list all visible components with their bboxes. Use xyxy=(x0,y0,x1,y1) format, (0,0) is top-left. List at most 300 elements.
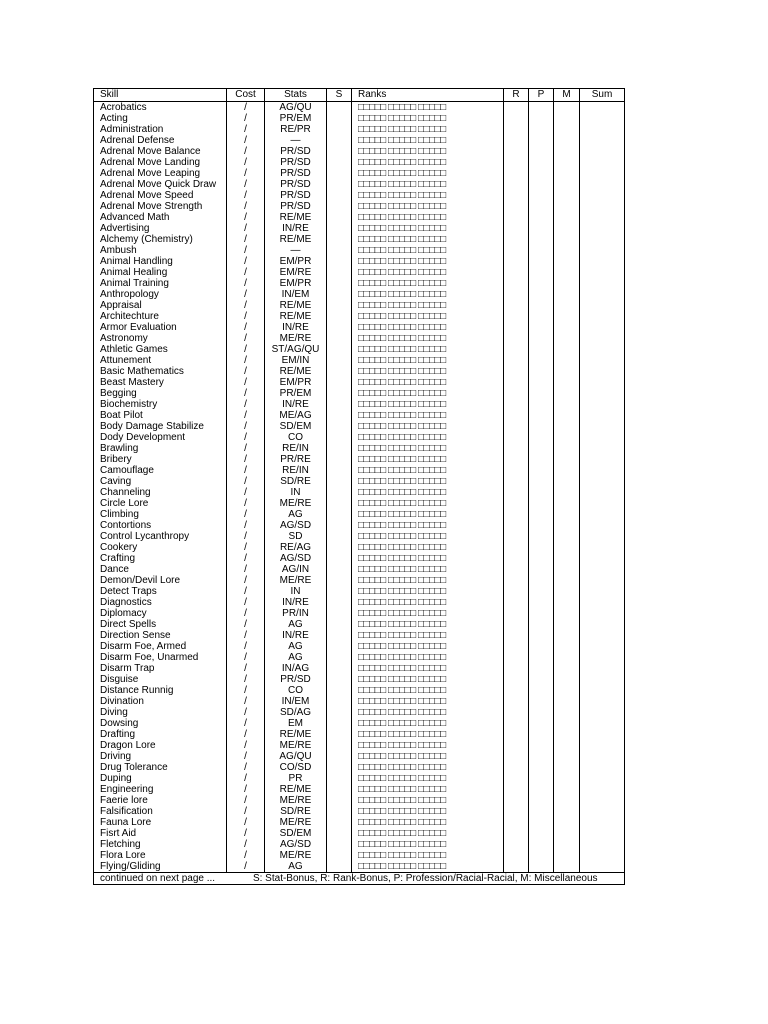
rank-bonus-cell[interactable] xyxy=(504,718,529,729)
rank-boxes[interactable]: □□□□□ □□□□□ □□□□□ xyxy=(352,784,504,795)
sum-cell[interactable] xyxy=(580,861,625,873)
rank-bonus-cell[interactable] xyxy=(504,806,529,817)
misc-bonus-cell[interactable] xyxy=(554,377,580,388)
profession-bonus-cell[interactable] xyxy=(529,355,554,366)
profession-bonus-cell[interactable] xyxy=(529,300,554,311)
stat-bonus-cell[interactable] xyxy=(327,619,352,630)
misc-bonus-cell[interactable] xyxy=(554,553,580,564)
stat-bonus-cell[interactable] xyxy=(327,234,352,245)
profession-bonus-cell[interactable] xyxy=(529,179,554,190)
misc-bonus-cell[interactable] xyxy=(554,168,580,179)
rank-bonus-cell[interactable] xyxy=(504,245,529,256)
rank-boxes[interactable]: □□□□□ □□□□□ □□□□□ xyxy=(352,773,504,784)
rank-boxes[interactable]: □□□□□ □□□□□ □□□□□ xyxy=(352,289,504,300)
sum-cell[interactable] xyxy=(580,135,625,146)
sum-cell[interactable] xyxy=(580,124,625,135)
rank-boxes[interactable]: □□□□□ □□□□□ □□□□□ xyxy=(352,531,504,542)
misc-bonus-cell[interactable] xyxy=(554,784,580,795)
skill-cost[interactable]: / xyxy=(227,113,265,124)
skill-cost[interactable]: / xyxy=(227,839,265,850)
sum-cell[interactable] xyxy=(580,762,625,773)
rank-boxes[interactable]: □□□□□ □□□□□ □□□□□ xyxy=(352,355,504,366)
stat-bonus-cell[interactable] xyxy=(327,498,352,509)
rank-bonus-cell[interactable] xyxy=(504,465,529,476)
rank-bonus-cell[interactable] xyxy=(504,256,529,267)
profession-bonus-cell[interactable] xyxy=(529,850,554,861)
sum-cell[interactable] xyxy=(580,520,625,531)
rank-boxes[interactable]: □□□□□ □□□□□ □□□□□ xyxy=(352,707,504,718)
stat-bonus-cell[interactable] xyxy=(327,465,352,476)
stat-bonus-cell[interactable] xyxy=(327,322,352,333)
misc-bonus-cell[interactable] xyxy=(554,355,580,366)
rank-boxes[interactable]: □□□□□ □□□□□ □□□□□ xyxy=(352,850,504,861)
sum-cell[interactable] xyxy=(580,223,625,234)
skill-cost[interactable]: / xyxy=(227,707,265,718)
rank-boxes[interactable]: □□□□□ □□□□□ □□□□□ xyxy=(352,399,504,410)
rank-bonus-cell[interactable] xyxy=(504,674,529,685)
rank-boxes[interactable]: □□□□□ □□□□□ □□□□□ xyxy=(352,311,504,322)
profession-bonus-cell[interactable] xyxy=(529,509,554,520)
rank-bonus-cell[interactable] xyxy=(504,784,529,795)
skill-cost[interactable]: / xyxy=(227,586,265,597)
rank-boxes[interactable]: □□□□□ □□□□□ □□□□□ xyxy=(352,817,504,828)
rank-boxes[interactable]: □□□□□ □□□□□ □□□□□ xyxy=(352,124,504,135)
rank-boxes[interactable]: □□□□□ □□□□□ □□□□□ xyxy=(352,102,504,114)
profession-bonus-cell[interactable] xyxy=(529,289,554,300)
stat-bonus-cell[interactable] xyxy=(327,839,352,850)
sum-cell[interactable] xyxy=(580,850,625,861)
rank-bonus-cell[interactable] xyxy=(504,168,529,179)
rank-boxes[interactable]: □□□□□ □□□□□ □□□□□ xyxy=(352,718,504,729)
profession-bonus-cell[interactable] xyxy=(529,553,554,564)
skill-cost[interactable]: / xyxy=(227,498,265,509)
misc-bonus-cell[interactable] xyxy=(554,806,580,817)
profession-bonus-cell[interactable] xyxy=(529,113,554,124)
misc-bonus-cell[interactable] xyxy=(554,762,580,773)
profession-bonus-cell[interactable] xyxy=(529,234,554,245)
profession-bonus-cell[interactable] xyxy=(529,773,554,784)
profession-bonus-cell[interactable] xyxy=(529,663,554,674)
skill-cost[interactable]: / xyxy=(227,157,265,168)
sum-cell[interactable] xyxy=(580,575,625,586)
rank-boxes[interactable]: □□□□□ □□□□□ □□□□□ xyxy=(352,234,504,245)
misc-bonus-cell[interactable] xyxy=(554,344,580,355)
misc-bonus-cell[interactable] xyxy=(554,212,580,223)
profession-bonus-cell[interactable] xyxy=(529,432,554,443)
sum-cell[interactable] xyxy=(580,113,625,124)
rank-bonus-cell[interactable] xyxy=(504,553,529,564)
profession-bonus-cell[interactable] xyxy=(529,762,554,773)
stat-bonus-cell[interactable] xyxy=(327,476,352,487)
rank-bonus-cell[interactable] xyxy=(504,850,529,861)
sum-cell[interactable] xyxy=(580,377,625,388)
stat-bonus-cell[interactable] xyxy=(327,553,352,564)
rank-boxes[interactable]: □□□□□ □□□□□ □□□□□ xyxy=(352,828,504,839)
misc-bonus-cell[interactable] xyxy=(554,685,580,696)
misc-bonus-cell[interactable] xyxy=(554,520,580,531)
misc-bonus-cell[interactable] xyxy=(554,817,580,828)
profession-bonus-cell[interactable] xyxy=(529,619,554,630)
profession-bonus-cell[interactable] xyxy=(529,278,554,289)
rank-bonus-cell[interactable] xyxy=(504,179,529,190)
sum-cell[interactable] xyxy=(580,421,625,432)
skill-cost[interactable]: / xyxy=(227,443,265,454)
profession-bonus-cell[interactable] xyxy=(529,828,554,839)
misc-bonus-cell[interactable] xyxy=(554,850,580,861)
sum-cell[interactable] xyxy=(580,146,625,157)
profession-bonus-cell[interactable] xyxy=(529,718,554,729)
misc-bonus-cell[interactable] xyxy=(554,113,580,124)
skill-cost[interactable]: / xyxy=(227,168,265,179)
rank-boxes[interactable]: □□□□□ □□□□□ □□□□□ xyxy=(352,190,504,201)
misc-bonus-cell[interactable] xyxy=(554,300,580,311)
sum-cell[interactable] xyxy=(580,806,625,817)
stat-bonus-cell[interactable] xyxy=(327,740,352,751)
skill-cost[interactable]: / xyxy=(227,410,265,421)
rank-boxes[interactable]: □□□□□ □□□□□ □□□□□ xyxy=(352,696,504,707)
rank-bonus-cell[interactable] xyxy=(504,564,529,575)
profession-bonus-cell[interactable] xyxy=(529,212,554,223)
rank-boxes[interactable]: □□□□□ □□□□□ □□□□□ xyxy=(352,388,504,399)
stat-bonus-cell[interactable] xyxy=(327,861,352,873)
profession-bonus-cell[interactable] xyxy=(529,245,554,256)
misc-bonus-cell[interactable] xyxy=(554,729,580,740)
stat-bonus-cell[interactable] xyxy=(327,685,352,696)
rank-bonus-cell[interactable] xyxy=(504,707,529,718)
stat-bonus-cell[interactable] xyxy=(327,487,352,498)
misc-bonus-cell[interactable] xyxy=(554,575,580,586)
rank-bonus-cell[interactable] xyxy=(504,190,529,201)
rank-boxes[interactable]: □□□□□ □□□□□ □□□□□ xyxy=(352,498,504,509)
rank-boxes[interactable]: □□□□□ □□□□□ □□□□□ xyxy=(352,729,504,740)
rank-bonus-cell[interactable] xyxy=(504,498,529,509)
misc-bonus-cell[interactable] xyxy=(554,773,580,784)
stat-bonus-cell[interactable] xyxy=(327,509,352,520)
profession-bonus-cell[interactable] xyxy=(529,608,554,619)
profession-bonus-cell[interactable] xyxy=(529,102,554,114)
profession-bonus-cell[interactable] xyxy=(529,685,554,696)
profession-bonus-cell[interactable] xyxy=(529,124,554,135)
profession-bonus-cell[interactable] xyxy=(529,564,554,575)
rank-boxes[interactable]: □□□□□ □□□□□ □□□□□ xyxy=(352,432,504,443)
rank-bonus-cell[interactable] xyxy=(504,432,529,443)
rank-bonus-cell[interactable] xyxy=(504,641,529,652)
misc-bonus-cell[interactable] xyxy=(554,443,580,454)
skill-cost[interactable]: / xyxy=(227,399,265,410)
sum-cell[interactable] xyxy=(580,707,625,718)
skill-cost[interactable]: / xyxy=(227,366,265,377)
rank-bonus-cell[interactable] xyxy=(504,762,529,773)
skill-cost[interactable]: / xyxy=(227,652,265,663)
profession-bonus-cell[interactable] xyxy=(529,641,554,652)
stat-bonus-cell[interactable] xyxy=(327,531,352,542)
rank-bonus-cell[interactable] xyxy=(504,344,529,355)
rank-bonus-cell[interactable] xyxy=(504,509,529,520)
sum-cell[interactable] xyxy=(580,476,625,487)
rank-boxes[interactable]: □□□□□ □□□□□ □□□□□ xyxy=(352,267,504,278)
rank-boxes[interactable]: □□□□□ □□□□□ □□□□□ xyxy=(352,465,504,476)
skill-cost[interactable]: / xyxy=(227,476,265,487)
misc-bonus-cell[interactable] xyxy=(554,839,580,850)
rank-boxes[interactable]: □□□□□ □□□□□ □□□□□ xyxy=(352,245,504,256)
skill-cost[interactable]: / xyxy=(227,740,265,751)
sum-cell[interactable] xyxy=(580,608,625,619)
profession-bonus-cell[interactable] xyxy=(529,377,554,388)
profession-bonus-cell[interactable] xyxy=(529,696,554,707)
stat-bonus-cell[interactable] xyxy=(327,718,352,729)
profession-bonus-cell[interactable] xyxy=(529,256,554,267)
sum-cell[interactable] xyxy=(580,795,625,806)
skill-cost[interactable]: / xyxy=(227,256,265,267)
stat-bonus-cell[interactable] xyxy=(327,729,352,740)
profession-bonus-cell[interactable] xyxy=(529,443,554,454)
sum-cell[interactable] xyxy=(580,729,625,740)
misc-bonus-cell[interactable] xyxy=(554,564,580,575)
stat-bonus-cell[interactable] xyxy=(327,212,352,223)
sum-cell[interactable] xyxy=(580,652,625,663)
profession-bonus-cell[interactable] xyxy=(529,806,554,817)
skill-cost[interactable]: / xyxy=(227,190,265,201)
skill-cost[interactable]: / xyxy=(227,718,265,729)
misc-bonus-cell[interactable] xyxy=(554,641,580,652)
rank-boxes[interactable]: □□□□□ □□□□□ □□□□□ xyxy=(352,443,504,454)
sum-cell[interactable] xyxy=(580,256,625,267)
stat-bonus-cell[interactable] xyxy=(327,795,352,806)
stat-bonus-cell[interactable] xyxy=(327,311,352,322)
skill-cost[interactable]: / xyxy=(227,487,265,498)
skill-cost[interactable]: / xyxy=(227,817,265,828)
sum-cell[interactable] xyxy=(580,102,625,114)
profession-bonus-cell[interactable] xyxy=(529,498,554,509)
misc-bonus-cell[interactable] xyxy=(554,652,580,663)
rank-boxes[interactable]: □□□□□ □□□□□ □□□□□ xyxy=(352,300,504,311)
rank-bonus-cell[interactable] xyxy=(504,729,529,740)
stat-bonus-cell[interactable] xyxy=(327,586,352,597)
profession-bonus-cell[interactable] xyxy=(529,267,554,278)
rank-bonus-cell[interactable] xyxy=(504,410,529,421)
skill-cost[interactable]: / xyxy=(227,641,265,652)
stat-bonus-cell[interactable] xyxy=(327,817,352,828)
sum-cell[interactable] xyxy=(580,586,625,597)
rank-boxes[interactable]: □□□□□ □□□□□ □□□□□ xyxy=(352,168,504,179)
misc-bonus-cell[interactable] xyxy=(554,707,580,718)
rank-bonus-cell[interactable] xyxy=(504,795,529,806)
stat-bonus-cell[interactable] xyxy=(327,168,352,179)
stat-bonus-cell[interactable] xyxy=(327,267,352,278)
stat-bonus-cell[interactable] xyxy=(327,762,352,773)
sum-cell[interactable] xyxy=(580,685,625,696)
skill-cost[interactable]: / xyxy=(227,311,265,322)
rank-bonus-cell[interactable] xyxy=(504,630,529,641)
sum-cell[interactable] xyxy=(580,718,625,729)
skill-cost[interactable]: / xyxy=(227,102,265,114)
rank-boxes[interactable]: □□□□□ □□□□□ □□□□□ xyxy=(352,212,504,223)
profession-bonus-cell[interactable] xyxy=(529,597,554,608)
sum-cell[interactable] xyxy=(580,828,625,839)
skill-cost[interactable]: / xyxy=(227,520,265,531)
misc-bonus-cell[interactable] xyxy=(554,828,580,839)
sum-cell[interactable] xyxy=(580,366,625,377)
sum-cell[interactable] xyxy=(580,289,625,300)
misc-bonus-cell[interactable] xyxy=(554,465,580,476)
profession-bonus-cell[interactable] xyxy=(529,168,554,179)
skill-cost[interactable]: / xyxy=(227,597,265,608)
rank-bonus-cell[interactable] xyxy=(504,289,529,300)
skill-cost[interactable]: / xyxy=(227,300,265,311)
skill-cost[interactable]: / xyxy=(227,564,265,575)
skill-cost[interactable]: / xyxy=(227,674,265,685)
profession-bonus-cell[interactable] xyxy=(529,817,554,828)
misc-bonus-cell[interactable] xyxy=(554,586,580,597)
misc-bonus-cell[interactable] xyxy=(554,531,580,542)
rank-bonus-cell[interactable] xyxy=(504,839,529,850)
sum-cell[interactable] xyxy=(580,641,625,652)
skill-cost[interactable]: / xyxy=(227,784,265,795)
sum-cell[interactable] xyxy=(580,212,625,223)
sum-cell[interactable] xyxy=(580,542,625,553)
sum-cell[interactable] xyxy=(580,399,625,410)
misc-bonus-cell[interactable] xyxy=(554,289,580,300)
skill-cost[interactable]: / xyxy=(227,179,265,190)
rank-bonus-cell[interactable] xyxy=(504,223,529,234)
rank-boxes[interactable]: □□□□□ □□□□□ □□□□□ xyxy=(352,201,504,212)
skill-cost[interactable]: / xyxy=(227,245,265,256)
profession-bonus-cell[interactable] xyxy=(529,146,554,157)
profession-bonus-cell[interactable] xyxy=(529,740,554,751)
rank-bonus-cell[interactable] xyxy=(504,212,529,223)
rank-bonus-cell[interactable] xyxy=(504,663,529,674)
rank-boxes[interactable]: □□□□□ □□□□□ □□□□□ xyxy=(352,795,504,806)
sum-cell[interactable] xyxy=(580,234,625,245)
skill-cost[interactable]: / xyxy=(227,696,265,707)
profession-bonus-cell[interactable] xyxy=(529,465,554,476)
profession-bonus-cell[interactable] xyxy=(529,322,554,333)
skill-cost[interactable]: / xyxy=(227,575,265,586)
misc-bonus-cell[interactable] xyxy=(554,388,580,399)
rank-boxes[interactable]: □□□□□ □□□□□ □□□□□ xyxy=(352,542,504,553)
rank-boxes[interactable]: □□□□□ □□□□□ □□□□□ xyxy=(352,421,504,432)
sum-cell[interactable] xyxy=(580,443,625,454)
rank-boxes[interactable]: □□□□□ □□□□□ □□□□□ xyxy=(352,597,504,608)
rank-bonus-cell[interactable] xyxy=(504,366,529,377)
skill-cost[interactable]: / xyxy=(227,333,265,344)
stat-bonus-cell[interactable] xyxy=(327,828,352,839)
rank-bonus-cell[interactable] xyxy=(504,267,529,278)
skill-cost[interactable]: / xyxy=(227,377,265,388)
sum-cell[interactable] xyxy=(580,751,625,762)
rank-bonus-cell[interactable] xyxy=(504,355,529,366)
sum-cell[interactable] xyxy=(580,531,625,542)
rank-boxes[interactable]: □□□□□ □□□□□ □□□□□ xyxy=(352,410,504,421)
sum-cell[interactable] xyxy=(580,432,625,443)
profession-bonus-cell[interactable] xyxy=(529,707,554,718)
profession-bonus-cell[interactable] xyxy=(529,311,554,322)
skill-cost[interactable]: / xyxy=(227,806,265,817)
rank-bonus-cell[interactable] xyxy=(504,861,529,873)
rank-bonus-cell[interactable] xyxy=(504,817,529,828)
rank-boxes[interactable]: □□□□□ □□□□□ □□□□□ xyxy=(352,564,504,575)
rank-bonus-cell[interactable] xyxy=(504,135,529,146)
misc-bonus-cell[interactable] xyxy=(554,597,580,608)
stat-bonus-cell[interactable] xyxy=(327,256,352,267)
rank-boxes[interactable]: □□□□□ □□□□□ □□□□□ xyxy=(352,861,504,873)
skill-cost[interactable]: / xyxy=(227,751,265,762)
rank-boxes[interactable]: □□□□□ □□□□□ □□□□□ xyxy=(352,135,504,146)
sum-cell[interactable] xyxy=(580,410,625,421)
rank-boxes[interactable]: □□□□□ □□□□□ □□□□□ xyxy=(352,333,504,344)
profession-bonus-cell[interactable] xyxy=(529,201,554,212)
sum-cell[interactable] xyxy=(580,311,625,322)
skill-cost[interactable]: / xyxy=(227,355,265,366)
rank-bonus-cell[interactable] xyxy=(504,652,529,663)
stat-bonus-cell[interactable] xyxy=(327,597,352,608)
profession-bonus-cell[interactable] xyxy=(529,410,554,421)
misc-bonus-cell[interactable] xyxy=(554,135,580,146)
rank-boxes[interactable]: □□□□□ □□□□□ □□□□□ xyxy=(352,751,504,762)
skill-cost[interactable]: / xyxy=(227,201,265,212)
rank-bonus-cell[interactable] xyxy=(504,542,529,553)
stat-bonus-cell[interactable] xyxy=(327,850,352,861)
sum-cell[interactable] xyxy=(580,839,625,850)
rank-bonus-cell[interactable] xyxy=(504,311,529,322)
rank-boxes[interactable]: □□□□□ □□□□□ □□□□□ xyxy=(352,157,504,168)
misc-bonus-cell[interactable] xyxy=(554,861,580,873)
rank-bonus-cell[interactable] xyxy=(504,157,529,168)
rank-bonus-cell[interactable] xyxy=(504,608,529,619)
skill-cost[interactable]: / xyxy=(227,465,265,476)
misc-bonus-cell[interactable] xyxy=(554,432,580,443)
misc-bonus-cell[interactable] xyxy=(554,608,580,619)
rank-boxes[interactable]: □□□□□ □□□□□ □□□□□ xyxy=(352,179,504,190)
stat-bonus-cell[interactable] xyxy=(327,652,352,663)
rank-boxes[interactable]: □□□□□ □□□□□ □□□□□ xyxy=(352,344,504,355)
profession-bonus-cell[interactable] xyxy=(529,223,554,234)
skill-cost[interactable]: / xyxy=(227,267,265,278)
misc-bonus-cell[interactable] xyxy=(554,256,580,267)
rank-boxes[interactable]: □□□□□ □□□□□ □□□□□ xyxy=(352,619,504,630)
rank-bonus-cell[interactable] xyxy=(504,399,529,410)
rank-boxes[interactable]: □□□□□ □□□□□ □□□□□ xyxy=(352,685,504,696)
stat-bonus-cell[interactable] xyxy=(327,806,352,817)
stat-bonus-cell[interactable] xyxy=(327,520,352,531)
stat-bonus-cell[interactable] xyxy=(327,102,352,114)
stat-bonus-cell[interactable] xyxy=(327,630,352,641)
sum-cell[interactable] xyxy=(580,454,625,465)
rank-bonus-cell[interactable] xyxy=(504,685,529,696)
skill-cost[interactable]: / xyxy=(227,289,265,300)
stat-bonus-cell[interactable] xyxy=(327,410,352,421)
stat-bonus-cell[interactable] xyxy=(327,432,352,443)
skill-cost[interactable]: / xyxy=(227,454,265,465)
sum-cell[interactable] xyxy=(580,773,625,784)
rank-bonus-cell[interactable] xyxy=(504,377,529,388)
skill-cost[interactable]: / xyxy=(227,762,265,773)
rank-boxes[interactable]: □□□□□ □□□□□ □□□□□ xyxy=(352,586,504,597)
sum-cell[interactable] xyxy=(580,344,625,355)
misc-bonus-cell[interactable] xyxy=(554,245,580,256)
misc-bonus-cell[interactable] xyxy=(554,223,580,234)
misc-bonus-cell[interactable] xyxy=(554,190,580,201)
skill-cost[interactable]: / xyxy=(227,619,265,630)
stat-bonus-cell[interactable] xyxy=(327,289,352,300)
rank-boxes[interactable]: □□□□□ □□□□□ □□□□□ xyxy=(352,366,504,377)
rank-boxes[interactable]: □□□□□ □□□□□ □□□□□ xyxy=(352,377,504,388)
profession-bonus-cell[interactable] xyxy=(529,157,554,168)
rank-bonus-cell[interactable] xyxy=(504,333,529,344)
profession-bonus-cell[interactable] xyxy=(529,476,554,487)
rank-boxes[interactable]: □□□□□ □□□□□ □□□□□ xyxy=(352,663,504,674)
stat-bonus-cell[interactable] xyxy=(327,399,352,410)
